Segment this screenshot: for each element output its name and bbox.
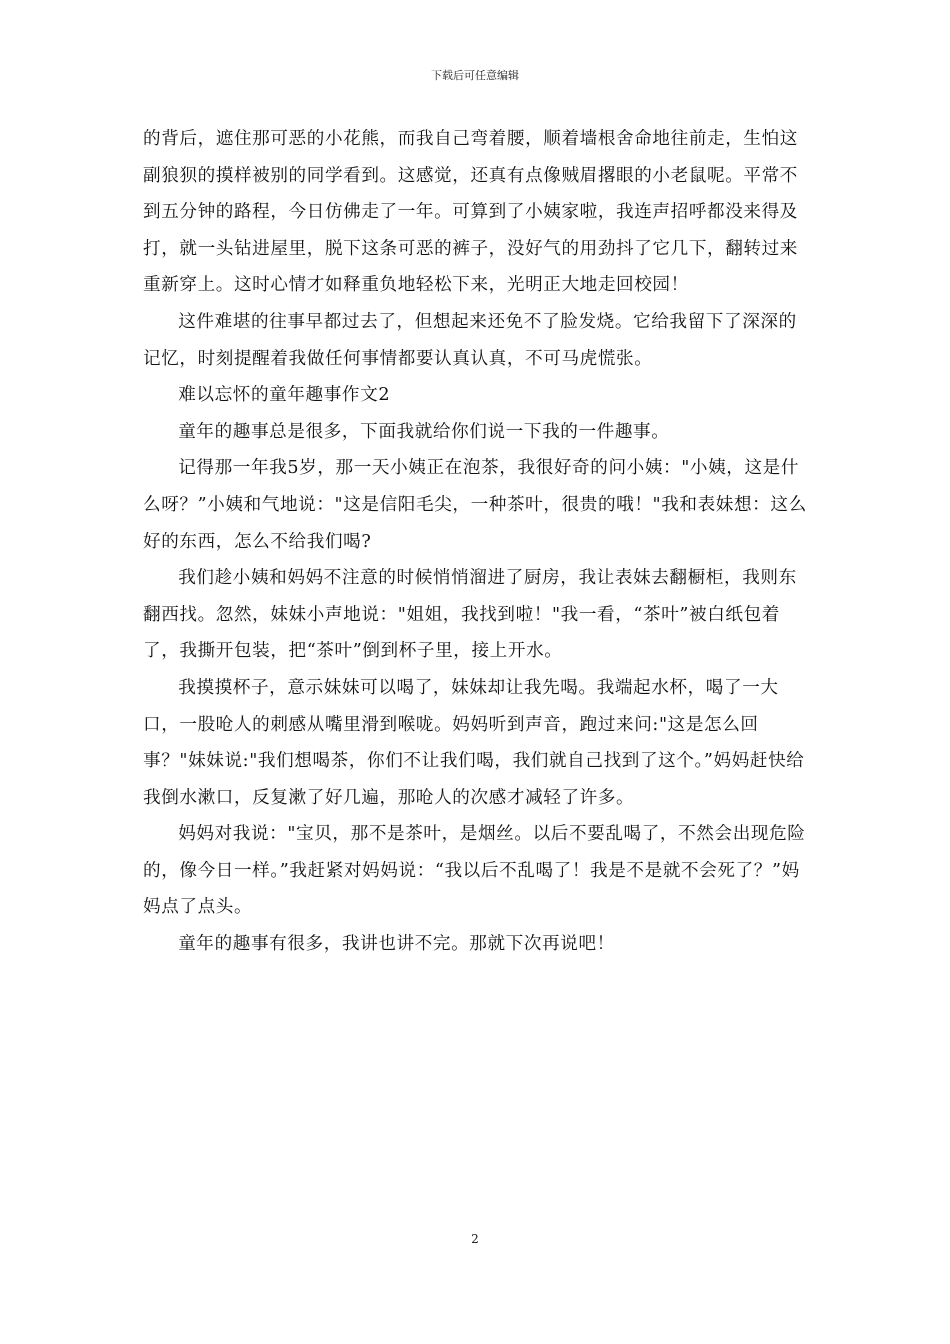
paragraph: 我摸摸杯子，意示妹妹可以喝了，妹妹却让我先喝。我端起水杯，喝了一大口，一股呛人的刺感从嘴里滑到喉咙。妈妈听到声音，跑过来问:"这是怎么回事？"妹妹说:"我们想喝茶，你们不让我们喝，我们就自己找到了这个。”妈妈赶快给我倒水漱口，反复漱了好几遍，那呛人的次感才减轻了许多。: [143, 677, 805, 808]
page-header: 下载后可任意编辑: [431, 69, 519, 82]
paragraph: 记得那一年我5岁，那一天小姨正在泡茶，我很好奇的问小姨："小姨，这是什么呀？”小姨和气地说："这是信阳毛尖，一种茶叶，很贵的哦！"我和表妹想：这么好的东西，怎么不给我们喝?: [143, 458, 807, 552]
paragraph: 童年的趣事总是很多，下面我就给你们说一下我的一件趣事。: [178, 421, 670, 442]
paragraph: 这件难堪的往事早都过去了，但想起来还免不了脸发烧。它给我留下了深深的记忆，时刻提醒着我做任何事情都要认真认真，不可马虎慌张。: [143, 311, 797, 369]
page-number: 2: [471, 1232, 479, 1246]
paragraph: 妈妈对我说："宝贝，那不是茶叶，是烟丝。以后不要乱喝了，不然会出现危险的，像今日一样。”我赶紧对妈妈说：“我以后不乱喝了！我是不是就不会死了？”妈妈点了点头。: [143, 824, 806, 918]
document-body: [143, 121, 807, 963]
essay-title: 难以忘怀的童年趣事作文2: [178, 385, 391, 406]
paragraph: 的背后，遮住那可恶的小花熊，而我自己弯着腰，顺着墙根舍命地往前走，生怕这副狼狈的摸样被别的同学看到。这感觉，还真有点像贼眉撂眼的小老鼠呢。平常不到五分钟的路程，今日仿佛走了一年。可算到了小姨家啦，我连声招呼都没来得及打，就一头钻进屋里，脱下这条可恶的裤子，没好气的用劲抖了它几下，翻转过来重新穿上。这时心情才如释重负地轻松下来，光明正大地走回校园！: [143, 129, 798, 296]
paragraph: 我们趁小姨和妈妈不注意的时候悄悄溜进了厨房，我让表妹去翻橱柜，我则东翻西找。忽然，妹妹小声地说："姐姐，我找到啦！"我一看，“茶叶”被白纸包着了，我撕开包装，把“茶叶”倒到杯子里，接上开水。: [143, 568, 797, 662]
paragraph: 童年的趣事有很多，我讲也讲不完。那就下次再说吧！: [178, 934, 615, 955]
